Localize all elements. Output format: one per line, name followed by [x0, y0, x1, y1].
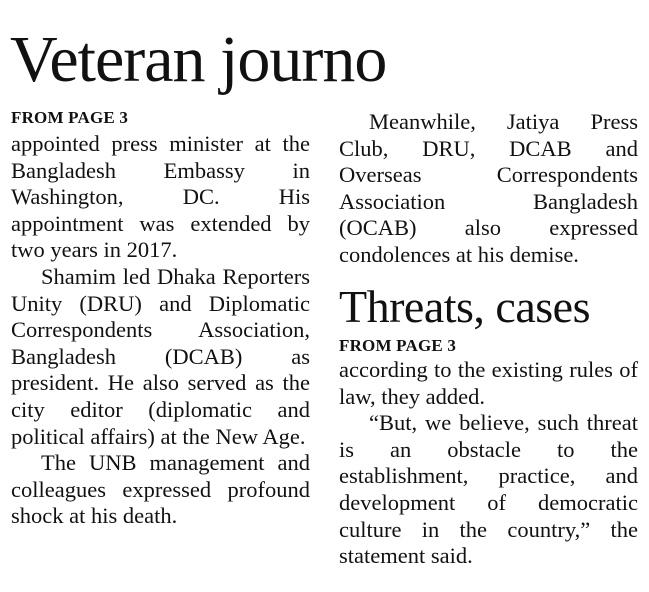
story-paragraph: Meanwhile, Jatiya Press Club, DRU, DCAB and Overseas Correspondents Association Bangladesh (OCAB) also expressed condolences at his demise. [339, 109, 638, 267]
story-column-right-second-story [339, 357, 638, 570]
story-paragraph: according to the existing rules of law, they added. [339, 357, 638, 409]
story-paragraph: Shamim led Dhaka Reporters Unity (DRU) and Diplomatic Correspondents Association, Bangladesh (DCAB) as president. He also served as the city editor (diplomatic and political affairs) at the New Age. [11, 263, 310, 449]
story-paragraph: appointed press minister at the Bangladesh Embassy in Washington, DC. His appointment was extended by two years in 2017. [11, 131, 310, 263]
story-column-right-continued [339, 109, 638, 269]
story-paragraph: The UNB management and colleagues expressed profound shock at his death. [11, 450, 310, 529]
story-paragraph: “But, we believe, such threat is an obstacle to the establishment, practice, and development of democratic culture in the country,” the statement said. [339, 410, 638, 569]
story-kicker-from-page: FROM PAGE 3 [339, 336, 457, 355]
story-headline-threats-cases: Threats, cases [339, 281, 590, 332]
story-headline-veteran-journo: Veteran journo [10, 23, 387, 96]
story-column-left [11, 131, 310, 530]
story-kicker-from-page: FROM PAGE 3 [11, 108, 129, 127]
